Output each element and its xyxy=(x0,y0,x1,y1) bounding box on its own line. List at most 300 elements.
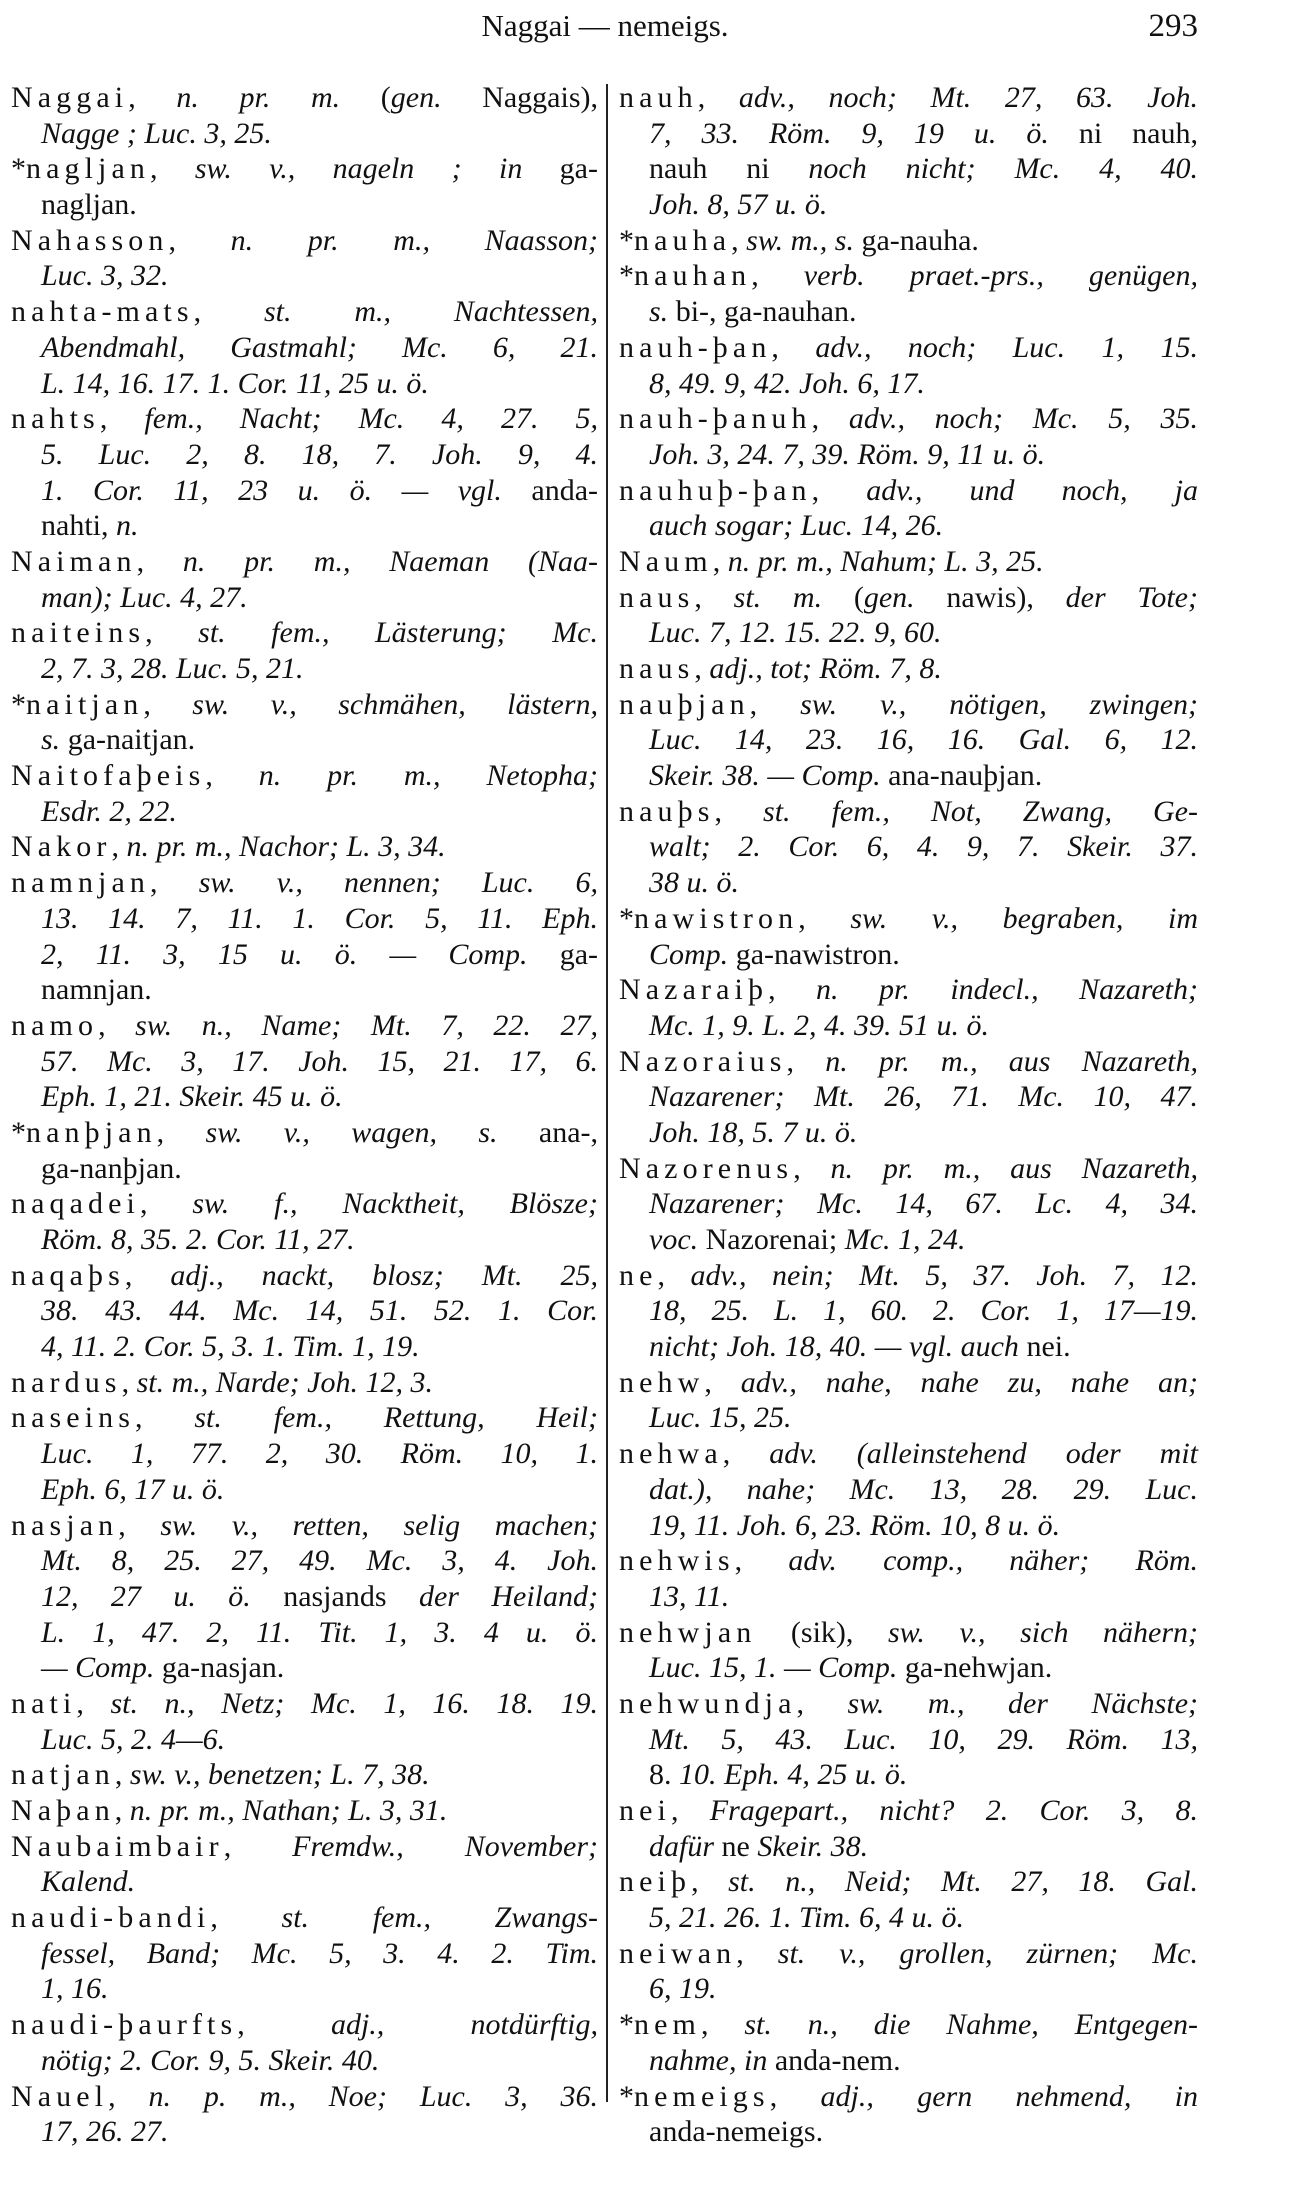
italic-gloss: man); Luc. 4, 27. xyxy=(41,580,248,614)
entry-line xyxy=(11,151,598,187)
italic-gloss: adv., noch; Luc. 1, 15. xyxy=(815,330,1198,364)
italic-gloss: adv., und noch, ja xyxy=(866,473,1198,507)
dictionary-entry xyxy=(11,1686,598,1757)
italic-gloss: L. 1, 47. 2, 11. Tit. 1, 3. 4 u. ö. xyxy=(41,1615,598,1649)
italic-gloss: Nazarener; Mc. 14, 67. Lc. 4, 34. xyxy=(649,1187,1198,1221)
entry-line xyxy=(11,294,598,330)
dictionary-entry xyxy=(619,1044,1198,1151)
dictionary-entry xyxy=(11,544,598,615)
entry-line xyxy=(619,1650,1198,1686)
headword: Naggai xyxy=(11,81,129,114)
entry-line xyxy=(11,1258,598,1294)
right-column xyxy=(619,80,1198,2150)
roman-text: nawis), xyxy=(914,580,1066,614)
roman-text: , xyxy=(156,1115,206,1149)
italic-gloss: adv., noch; Mc. 5, 35. xyxy=(848,402,1198,436)
reconstructed-marker: * xyxy=(619,223,634,257)
headword: namo xyxy=(11,1008,99,1042)
dictionary-entry xyxy=(619,1543,1198,1614)
roman-text: ( xyxy=(340,81,391,114)
roman-text: , xyxy=(143,687,193,721)
entry-line xyxy=(11,1400,598,1436)
entry-line xyxy=(619,2079,1198,2115)
entry-line xyxy=(619,1508,1198,1544)
headword: neiwan xyxy=(619,1936,737,1970)
roman-text: Naggais), xyxy=(441,81,598,114)
dictionary-entry xyxy=(619,1151,1198,1258)
dictionary-entry xyxy=(11,1008,598,1115)
italic-gloss: 6, 19. xyxy=(649,1972,717,2006)
italic-gloss: Fremdw., November; xyxy=(292,1829,598,1863)
entry-line xyxy=(619,544,1198,580)
roman-text: nauh ni xyxy=(649,152,809,186)
italic-gloss: 12, 27 u. ö. xyxy=(41,1579,251,1613)
entry-line xyxy=(619,829,1198,865)
headword: nehwjan xyxy=(619,1615,757,1649)
roman-text: , xyxy=(712,544,728,578)
dictionary-entry xyxy=(619,2079,1198,2150)
entry-line xyxy=(619,758,1198,794)
italic-gloss: n. pr. m., Naeman (Naa- xyxy=(182,544,599,578)
entry-line xyxy=(11,1008,598,1044)
italic-gloss: st. m., Nachtessen, xyxy=(263,295,598,329)
dictionary-entry xyxy=(619,687,1198,794)
dictionary-entry xyxy=(11,80,598,151)
dictionary-entry xyxy=(619,1436,1198,1543)
entry-line xyxy=(11,651,598,687)
roman-text: nagljan. xyxy=(41,188,137,222)
roman-text: , xyxy=(98,1008,136,1042)
headword: nauþs xyxy=(619,794,715,828)
reconstructed-marker: * xyxy=(11,152,26,186)
entry-line xyxy=(11,829,598,865)
entry-line xyxy=(11,366,598,402)
entry-line xyxy=(619,116,1198,152)
headword: nehwis xyxy=(619,1544,735,1578)
entry-line xyxy=(11,1044,598,1080)
italic-gloss: 4, 11. 2. Cor. 5, 3. 1. Tim. 1, 19. xyxy=(41,1330,420,1364)
italic-gloss: 38 u. ö. xyxy=(649,866,739,900)
headword: nei xyxy=(619,1794,671,1827)
entry-line xyxy=(11,1757,598,1793)
italic-gloss: Skeir. 38. — Comp. xyxy=(649,759,881,793)
entry-line xyxy=(619,80,1198,116)
roman-text: (sik), xyxy=(756,1615,888,1649)
headword: natjan xyxy=(11,1758,115,1792)
entry-line xyxy=(11,1151,598,1187)
entry-line xyxy=(619,2007,1198,2043)
entry-line xyxy=(11,1115,598,1151)
entry-line xyxy=(619,2043,1198,2079)
entry-line xyxy=(11,1793,598,1829)
italic-gloss: 7, 33. Röm. 9, 19 u. ö. xyxy=(649,116,1049,150)
entry-line xyxy=(619,1793,1198,1829)
italic-gloss: Abendmahl, Gastmahl; Mc. 6, 21. xyxy=(41,330,598,364)
entry-line xyxy=(11,116,598,152)
italic-gloss: fessel, Band; Mc. 5, 3. 4. 2. Tim. xyxy=(41,1936,598,1970)
roman-text: , xyxy=(700,2008,745,2042)
roman-text: , xyxy=(168,223,231,257)
roman-text: , xyxy=(139,1187,193,1221)
entry-line xyxy=(11,1936,598,1972)
italic-gloss: adv., noch; Mt. 27, 63. Joh. xyxy=(738,81,1198,114)
entry-line xyxy=(11,223,598,259)
reconstructed-marker: * xyxy=(11,1115,26,1149)
running-head xyxy=(0,4,1304,48)
italic-gloss: 18, 25. L. 1, 60. 2. Cor. 1, 17—19. xyxy=(649,1294,1198,1328)
dictionary-entry xyxy=(11,615,598,686)
italic-gloss: noch nicht; Mc. 4, 40. xyxy=(808,152,1198,186)
italic-gloss: Fragepart., nicht? 2. Cor. 3, 8. xyxy=(709,1794,1198,1827)
entry-line xyxy=(11,1508,598,1544)
italic-gloss: adv., nein; Mt. 5, 37. Joh. 7, 12. xyxy=(690,1258,1198,1292)
entry-line xyxy=(619,937,1198,973)
italic-gloss: Mt. 8, 25. 27, 49. Mc. 3, 4. Joh. xyxy=(41,1544,598,1578)
dictionary-entry xyxy=(11,1829,598,1900)
italic-gloss: st. fem., Zwangs- xyxy=(281,1901,599,1935)
headword: nauh xyxy=(619,81,698,114)
roman-text: , xyxy=(751,259,804,293)
entry-line xyxy=(619,1579,1198,1615)
dictionary-entry xyxy=(619,330,1198,401)
italic-gloss: sw. v., retten, selig machen; xyxy=(160,1508,598,1542)
entry-line xyxy=(619,151,1198,187)
headword: nauh-þan xyxy=(619,330,772,364)
roman-text: , xyxy=(731,223,747,257)
italic-gloss: 1, 16. xyxy=(41,1972,109,2006)
entry-line xyxy=(11,2007,598,2043)
dictionary-entry xyxy=(619,972,1198,1043)
roman-text: , xyxy=(796,1686,848,1720)
italic-gloss: st. fem., Not, Zwang, Ge- xyxy=(763,794,1198,828)
dictionary-entry xyxy=(619,580,1198,651)
italic-gloss: 13, 11. xyxy=(649,1579,730,1613)
roman-text: , xyxy=(114,1794,130,1827)
roman-text: , xyxy=(691,1865,729,1899)
dictionary-entry xyxy=(11,1186,598,1257)
italic-gloss: 19, 11. Joh. 6, 23. Röm. 10, 8 u. ö. xyxy=(649,1508,1061,1542)
italic-gloss: 2, 11. 3, 15 u. ö. — Comp. xyxy=(41,937,528,971)
roman-text: , xyxy=(114,1758,130,1792)
entry-line xyxy=(11,1686,598,1722)
entry-line xyxy=(11,615,598,651)
dictionary-entry xyxy=(11,1400,598,1507)
italic-gloss: n. pr. m., Nathan; L. 3, 31. xyxy=(129,1794,448,1827)
italic-gloss: Skeir. 38. xyxy=(757,1829,869,1863)
headword: Nazaraiþ xyxy=(619,973,769,1007)
roman-text: anda-nemeigs. xyxy=(649,2115,824,2149)
roman-text: , xyxy=(223,1829,293,1863)
dictionary-entry xyxy=(619,1686,1198,1793)
entry-line xyxy=(11,473,598,509)
italic-gloss: Mc. 1, 9. L. 2, 4. 39. 51 u. ö. xyxy=(649,1008,989,1042)
italic-gloss: n. pr. m., Nahum; L. 3, 25. xyxy=(727,544,1044,578)
roman-text: , xyxy=(136,544,183,578)
headword: naudi-þaurfts xyxy=(11,2008,238,2042)
roman-text: , xyxy=(670,1794,710,1827)
italic-gloss: n. pr. m., Netopha; xyxy=(258,759,598,793)
roman-text: ga- xyxy=(522,152,598,186)
headword: Naitofaþeis xyxy=(11,759,206,793)
roman-text: ga-nasjan. xyxy=(154,1651,285,1685)
entry-line xyxy=(619,401,1198,437)
italic-gloss: 8, 49. 9, 42. Joh. 6, 17. xyxy=(649,366,925,400)
entry-line xyxy=(619,1757,1198,1793)
italic-gloss: Mc. 1, 24. xyxy=(844,1223,966,1256)
italic-gloss: Nazarener; Mt. 26, 71. Mc. 10, 47. xyxy=(649,1080,1198,1114)
entry-line xyxy=(619,1079,1198,1115)
entry-line xyxy=(11,901,598,937)
entry-line xyxy=(619,865,1198,901)
entry-line xyxy=(619,1722,1198,1758)
entry-line xyxy=(619,1258,1198,1294)
italic-gloss: der Tote; xyxy=(1065,580,1198,614)
roman-text: , xyxy=(722,1437,770,1471)
italic-gloss: dat.), nahe; Mc. 13, 28. 29. Luc. xyxy=(649,1472,1198,1506)
entry-line xyxy=(619,1472,1198,1508)
dictionary-entry xyxy=(619,651,1198,687)
entry-line xyxy=(11,758,598,794)
italic-gloss: adj., notdürftig, xyxy=(330,2008,598,2042)
dictionary-entry xyxy=(11,294,598,401)
roman-text: , xyxy=(145,616,199,650)
italic-gloss: L. 14, 16. 17. 1. Cor. 11, 25 u. ö. xyxy=(41,366,429,400)
roman-text: ga-nauha. xyxy=(853,223,979,257)
italic-gloss: dafür xyxy=(649,1829,715,1863)
headword: nehw xyxy=(619,1365,705,1399)
italic-gloss: Nagge ; Luc. 3, 25. xyxy=(41,116,272,150)
entry-line xyxy=(619,651,1198,687)
italic-gloss: st. n., Neid; Mt. 27, 18. Gal. xyxy=(728,1865,1198,1899)
italic-gloss: n. p. m., Noe; Luc. 3, 36. xyxy=(148,2079,599,2113)
roman-text: ga-nanþjan. xyxy=(41,1151,182,1185)
entry-line xyxy=(11,1329,598,1365)
roman-text: nei. xyxy=(1018,1330,1071,1364)
headword: Nauel xyxy=(11,2079,109,2113)
italic-gloss: Mt. 5, 43. Luc. 10, 29. Röm. 13, xyxy=(649,1722,1198,1756)
entry-line xyxy=(11,330,598,366)
headword: nauha xyxy=(634,223,732,257)
headword: naitjan xyxy=(26,687,144,721)
dictionary-entry xyxy=(11,1793,598,1829)
italic-gloss: sw. v., nennen; Luc. 6, xyxy=(198,866,599,900)
italic-gloss: st. m. xyxy=(733,580,823,614)
italic-gloss: walt; 2. Cor. 6, 4. 9, 7. Skeir. 37. xyxy=(649,830,1198,864)
roman-text: 8. xyxy=(649,1758,679,1792)
italic-gloss: auch sogar; Luc. 14, 26. xyxy=(649,509,944,543)
roman-text: , xyxy=(210,1901,282,1935)
italic-gloss: voc. xyxy=(649,1223,699,1256)
dictionary-entry xyxy=(619,258,1198,329)
headword: naseins xyxy=(11,1401,136,1435)
roman-text: ( xyxy=(822,580,864,614)
roman-text: , xyxy=(237,2008,331,2042)
italic-gloss: 38. 43. 44. Mc. 14, 51. 52. 1. Cor. xyxy=(41,1294,598,1328)
italic-gloss: 5. Luc. 2, 8. 18, 7. Joh. 9, 4. xyxy=(41,437,598,471)
entry-line xyxy=(11,2043,598,2079)
roman-text: , xyxy=(205,759,259,793)
italic-gloss: sw. n., Name; Mt. 7, 22. 27, xyxy=(135,1008,599,1042)
entry-line xyxy=(11,1186,598,1222)
roman-text: , xyxy=(793,1151,831,1185)
roman-text: , xyxy=(135,1401,195,1435)
entry-line xyxy=(11,508,598,544)
dictionary-entry xyxy=(619,1615,1198,1686)
dictionary-entry xyxy=(619,401,1198,472)
left-column xyxy=(11,80,598,2150)
roman-text: , xyxy=(111,830,127,864)
italic-gloss: Esdr. 2, 22. xyxy=(41,794,177,828)
column-divider xyxy=(606,84,608,2102)
roman-text: , xyxy=(121,1365,137,1399)
italic-gloss: n. pr. m., Nachor; L. 3, 34. xyxy=(126,830,446,864)
reconstructed-marker: * xyxy=(619,259,634,293)
entry-line xyxy=(619,1436,1198,1472)
dictionary-entry xyxy=(11,1365,598,1401)
entry-line xyxy=(11,1472,598,1508)
entry-line xyxy=(619,1151,1198,1187)
dictionary-entry xyxy=(11,865,598,1008)
dictionary-entry xyxy=(619,80,1198,223)
dictionary-entry xyxy=(619,1365,1198,1436)
reconstructed-marker: * xyxy=(11,687,26,721)
headword: nati xyxy=(11,1686,77,1720)
entry-line xyxy=(11,1293,598,1329)
entry-line xyxy=(619,1543,1198,1579)
roman-text: , xyxy=(714,794,764,828)
roman-text: namnjan. xyxy=(41,973,152,1007)
reconstructed-marker: * xyxy=(619,901,634,935)
entry-line xyxy=(619,1329,1198,1365)
entry-line xyxy=(619,508,1198,544)
entry-line xyxy=(11,865,598,901)
italic-gloss: Luc. 7, 12. 15. 22. 9, 60. xyxy=(649,616,942,650)
italic-gloss: st. m., Narde; Joh. 12, 3. xyxy=(136,1365,433,1399)
headword: nauhuþ-þan xyxy=(619,473,812,507)
headword: nehwa xyxy=(619,1437,723,1471)
entry-line xyxy=(619,437,1198,473)
roman-text: ni nauh, xyxy=(1048,116,1198,150)
entry-line xyxy=(11,1722,598,1758)
headword: naus xyxy=(619,652,695,685)
roman-text: , xyxy=(704,1365,741,1399)
headword: neiþ xyxy=(619,1865,692,1899)
reconstructed-marker: * xyxy=(619,2008,634,2042)
italic-gloss: adj., nackt, blosz; Mt. 25, xyxy=(170,1258,599,1292)
entry-line xyxy=(11,1543,598,1579)
entry-line xyxy=(11,2114,598,2150)
entry-line xyxy=(619,615,1198,651)
italic-gloss: sw. v., nageln ; in xyxy=(194,152,523,186)
headword: Naþan xyxy=(11,1794,115,1827)
italic-gloss: s. xyxy=(41,723,61,757)
entry-line xyxy=(619,1222,1198,1258)
entry-line xyxy=(11,1365,598,1401)
italic-gloss: sw. f., Nacktheit, Blösze; xyxy=(192,1187,598,1221)
entry-line xyxy=(619,1864,1198,1900)
headword: Naubaimbair xyxy=(11,1829,224,1863)
entry-line xyxy=(11,1829,598,1865)
roman-text: , xyxy=(193,295,264,329)
entry-line xyxy=(619,794,1198,830)
roman-text: , xyxy=(734,1544,789,1578)
dictionary-entry xyxy=(11,829,598,865)
dictionary-entry xyxy=(11,1258,598,1365)
headword: naqadei xyxy=(11,1187,140,1221)
italic-gloss: Kalend. xyxy=(41,1865,136,1899)
roman-text: , xyxy=(694,652,710,685)
reconstructed-marker: * xyxy=(619,2079,634,2113)
italic-gloss: n. xyxy=(116,509,139,543)
entry-line xyxy=(619,1971,1198,2007)
headword: nauh-þanuh xyxy=(619,402,812,436)
italic-gloss: Röm. 8, 35. 2. Cor. 11, 27. xyxy=(41,1223,355,1256)
italic-gloss: Joh. 18, 5. 7 u. ö. xyxy=(649,1115,858,1149)
entry-line xyxy=(619,901,1198,937)
dictionary-entry xyxy=(619,901,1198,972)
italic-gloss: Comp. xyxy=(649,937,729,971)
italic-gloss: adv. comp., näher; Röm. xyxy=(788,1544,1198,1578)
italic-gloss: 5, 21. 26. 1. Tim. 6, 4 u. ö. xyxy=(649,1901,965,1935)
italic-gloss: gen. xyxy=(863,580,915,614)
italic-gloss: Eph. 6, 17 u. ö. xyxy=(41,1472,225,1506)
entry-line xyxy=(619,687,1198,723)
entry-line xyxy=(619,1829,1198,1865)
dictionary-entry xyxy=(11,151,598,222)
italic-gloss: verb. praet.-prs., genügen, xyxy=(803,259,1199,293)
entry-line xyxy=(11,258,598,294)
italic-gloss: adj., tot; Röm. 7, 8. xyxy=(709,652,942,685)
italic-gloss: st. n., Netz; Mc. 1, 16. 18. 19. xyxy=(110,1686,599,1720)
roman-text: , xyxy=(697,81,739,114)
entry-line xyxy=(619,330,1198,366)
entry-line xyxy=(11,937,598,973)
entry-line xyxy=(619,1900,1198,1936)
dictionary-entry xyxy=(11,401,598,544)
entry-line xyxy=(619,473,1198,509)
dictionary-entry xyxy=(11,1508,598,1686)
roman-text: , xyxy=(99,402,145,436)
entry-line xyxy=(619,223,1198,259)
dictionary-entry xyxy=(11,2079,598,2150)
headword: nahta-mats xyxy=(11,295,194,329)
roman-text: , xyxy=(786,1044,826,1078)
entry-line xyxy=(619,1186,1198,1222)
italic-gloss: fem., Nacht; Mc. 4, 27. 5, xyxy=(144,402,599,436)
entry-line xyxy=(11,1615,598,1651)
entry-line xyxy=(619,187,1198,223)
dictionary-entry xyxy=(619,473,1198,544)
italic-gloss: 10. Eph. 4, 25 u. ö. xyxy=(679,1758,908,1792)
italic-gloss: 1. Cor. 11, 23 u. ö. — vgl. xyxy=(41,473,502,507)
italic-gloss: adv., nahe, nahe zu, nahe an; xyxy=(740,1365,1199,1399)
headword: naudi-bandi xyxy=(11,1901,211,1935)
roman-text: , xyxy=(124,1258,171,1292)
roman-text: , xyxy=(771,330,816,364)
headword: Nazorenus xyxy=(619,1151,794,1185)
headword: nahts xyxy=(11,402,100,436)
italic-gloss: Luc. 15, 25. xyxy=(649,1401,792,1435)
roman-text: , xyxy=(768,973,817,1007)
italic-gloss: Luc. 1, 77. 2, 30. Röm. 10, 1. xyxy=(41,1437,598,1471)
entry-line xyxy=(11,722,598,758)
roman-text: anda- xyxy=(501,473,598,507)
headword: naqaþs xyxy=(11,1258,125,1292)
entry-line xyxy=(11,544,598,580)
italic-gloss: n. pr. m. xyxy=(176,81,341,114)
entry-line xyxy=(619,1293,1198,1329)
roman-text: nasjands xyxy=(250,1579,419,1613)
